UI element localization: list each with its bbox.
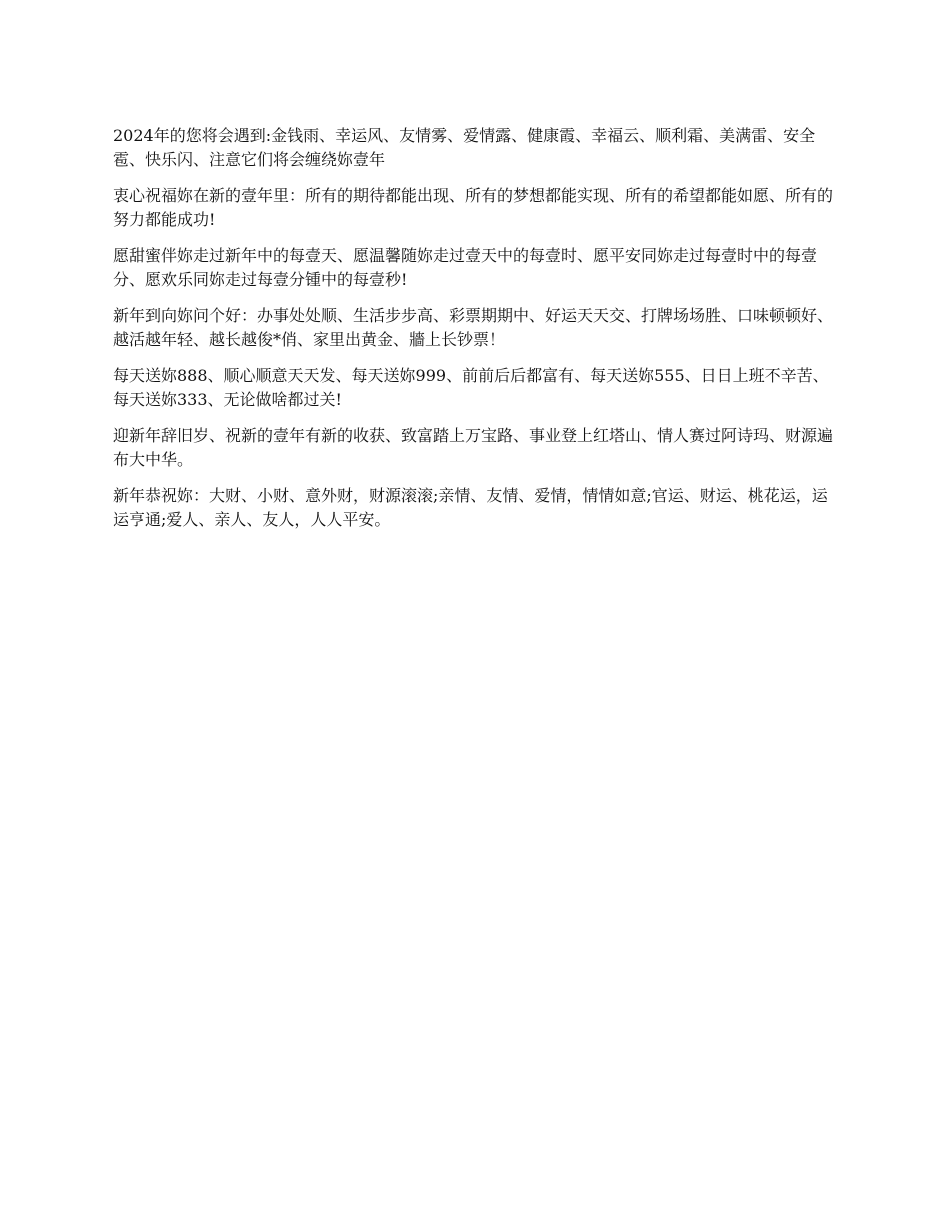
paragraph-6: 迎新年辞旧岁、祝新的壹年有新的收获、致富踏上万宝路、事业登上红塔山、情人赛过阿诗玛、财源遍布大中华。 (113, 426, 834, 469)
paragraph-7: 新年恭祝妳：大财、小财、意外财，财源滚滚;亲情、友情、爱情，情情如意;官运、财运、桃花运，运运亨通;爱人、亲人、友人，人人平安。 (113, 486, 828, 529)
document-body (113, 124, 843, 544)
paragraph-3: 愿甜蜜伴妳走过新年中的每壹天、愿温馨随妳走过壹天中的每壹时、愿平安同妳走过每壹时中的每壹分、愿欢乐同妳走过每壹分锺中的每壹秒! (113, 246, 818, 289)
paragraph-4: 新年到向妳问个好：办事处处顺、生活步步高、彩票期期中、好运天天交、打牌场场胜、口味顿顿好、越活越年轻、越长越俊*俏、家里出黄金、牆上长钞票！ (113, 306, 834, 349)
paragraph-5: 每天送妳888、顺心顺意天天发、每天送妳999、前前后后都富有、每天送妳555、日日上班不辛苦、每天送妳333、无论做啥都过关! (113, 366, 829, 409)
paragraph-2: 衷心祝福妳在新的壹年里：所有的期待都能出现、所有的梦想都能实现、所有的希望都能如愿、所有的努力都能成功! (113, 186, 834, 229)
paragraph-1: 2024年的您将会遇到:金钱雨、幸运风、友情雾、爱情露、健康霞、幸福云、顺利霜、美满雷、安全雹、快乐闪、注意它们将会缠绕妳壹年 (113, 126, 816, 169)
